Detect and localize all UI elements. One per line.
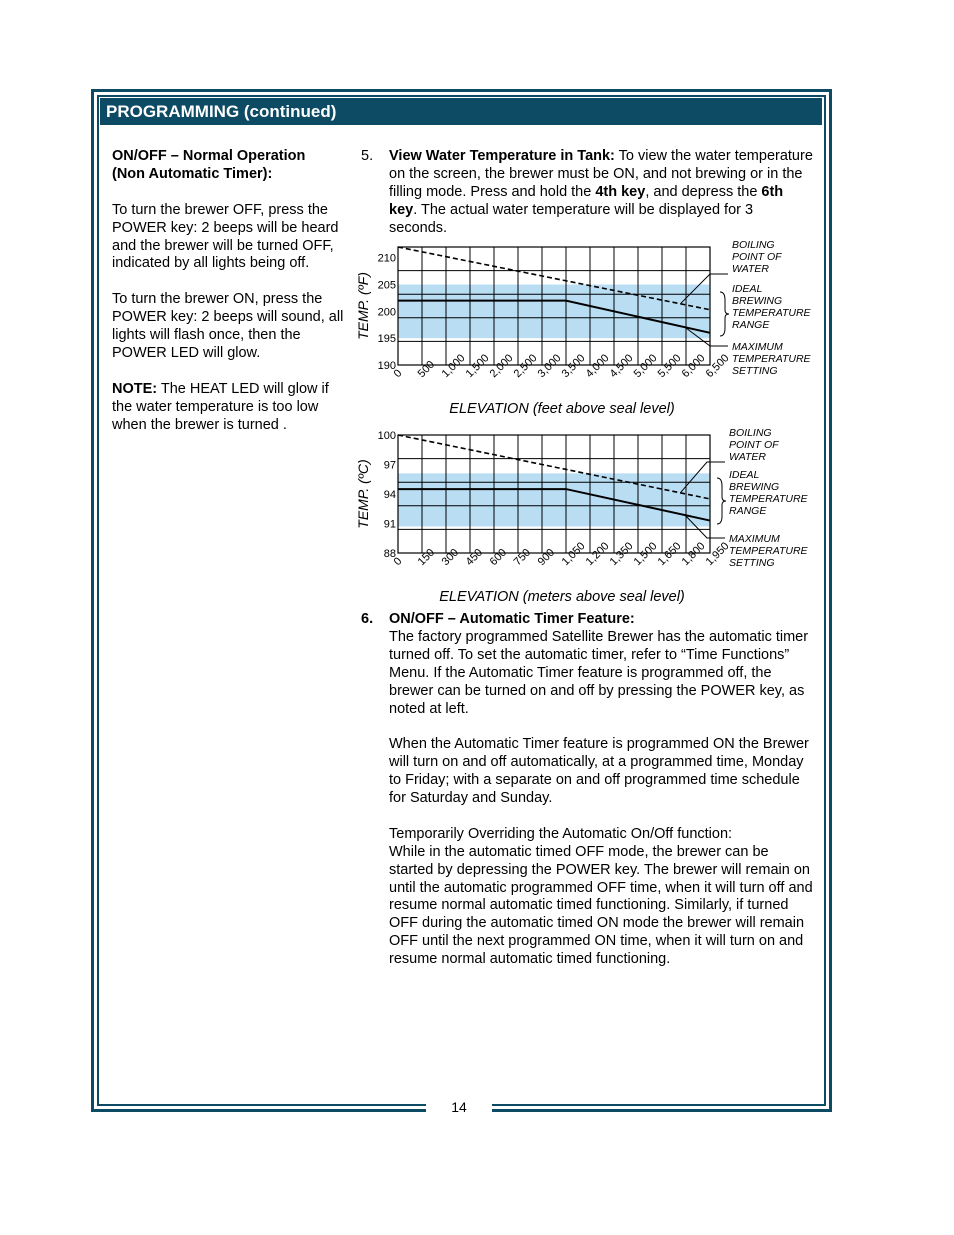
step-6-paragraph-1: The factory programmed Satellite Brewer has the automatic timer turned off. To set the automatic timer, refer to “Time Functions” Menu. If the Automatic Timer feature is programmed off, the brewer can be turned on and off by pressing the POWER key, as noted at left.	[389, 628, 809, 717]
x-tick-label: 6,500	[703, 352, 732, 381]
step-6-title: ON/OFF – Automatic Timer Feature:	[389, 611, 635, 627]
heading-line-2: (Non Automatic Timer):	[112, 165, 273, 182]
x-tick-label: 750	[511, 546, 534, 569]
x-tick-label: 900	[535, 546, 558, 569]
boiling-point-label: WATER	[729, 451, 766, 463]
y-tick-label: 200	[377, 306, 396, 319]
ideal-range-brace	[720, 292, 729, 336]
x-tick-label: 450	[463, 546, 486, 569]
step-5-text-3: . The actual water temperature will be displayed for 3 seconds.	[389, 201, 754, 236]
x-tick-label: 2,500	[511, 352, 540, 381]
ideal-range-label: RANGE	[729, 505, 767, 517]
step-6-number: 6.	[361, 611, 374, 627]
x-tick-label: 4,000	[583, 352, 612, 381]
ideal-range-label: BREWING	[732, 295, 783, 307]
x-tick-label: 1,800	[679, 540, 708, 569]
key-6-label: 6th key	[389, 183, 784, 218]
x-tick-label: 1,650	[655, 540, 684, 569]
x-tick-label: 0	[391, 367, 405, 381]
x-tick-label: 1,350	[607, 540, 636, 569]
x-tick-label: 5,500	[655, 352, 684, 381]
x-tick-label: 4,500	[607, 352, 636, 381]
boiling-point-label: POINT OF	[729, 439, 779, 451]
step-6	[361, 611, 813, 987]
x-tick-label: 500	[415, 358, 438, 381]
ideal-range-label: IDEAL	[729, 469, 760, 481]
max-temperature-label: SETTING	[732, 365, 778, 377]
boiling-point-label: BOILING	[729, 428, 772, 439]
ideal-range-label: RANGE	[732, 319, 770, 331]
x-tick-label: 2,000	[487, 352, 516, 381]
step-5	[361, 148, 813, 238]
note-label: NOTE:	[112, 380, 158, 397]
y-tick-label: 195	[377, 333, 396, 346]
step-5-title: View Water Temperature in Tank:	[389, 148, 615, 164]
x-tick-label: 150	[415, 546, 438, 569]
key-4-label: 4th key	[595, 183, 646, 200]
x-axis-label: ELEVATION (meters above seal level)	[439, 589, 685, 605]
turn-on-paragraph: To turn the brewer ON, press the POWER key: 2 beeps will sound, all lights will flash once, then the POWER LED will glow.	[112, 291, 344, 361]
max-temperature-label: MAXIMUM	[729, 533, 780, 545]
y-tick-label: 97	[383, 459, 396, 472]
page-number: 14	[451, 1099, 467, 1115]
max-temperature-label: MAXIMUM	[732, 341, 783, 353]
x-tick-label: 1,500	[631, 540, 660, 569]
y-tick-label: 94	[383, 489, 396, 501]
x-tick-label: 1,050	[559, 540, 588, 569]
y-tick-label: 210	[377, 252, 396, 265]
max-temperature-label: SETTING	[729, 557, 775, 569]
y-tick-label: 91	[383, 518, 396, 531]
ideal-range-band	[398, 285, 710, 339]
ideal-range-label: BREWING	[729, 481, 780, 493]
boiling-point-label: WATER	[732, 263, 769, 275]
max-temperature-label: TEMPERATURE	[732, 353, 811, 365]
ideal-range-label: TEMPERATURE	[729, 493, 808, 505]
step-6-paragraph-2: When the Automatic Timer feature is programmed ON the Brewer will turn on and off automatically, at a programmed time, Monday to Friday; with a separate on and off programmed time schedule for Saturday and Sunday.	[389, 736, 809, 807]
heading-line-1: ON/OFF – Normal Operation	[112, 148, 306, 164]
step-6-paragraph-3: While in the automatic timed OFF mode, the brewer can be started by depressing the POWER key. The brewer will remain on until the automatic programmed OFF time, when it will turn off and resume normal automatic timed functioning. Similarly, if turned OFF during the automatic timed ON mode the brewer will remain OFF until the next programmed ON time, when it will turn on and resume normal automatic timed functioning.	[389, 843, 813, 968]
x-tick-label: 1,950	[703, 540, 732, 569]
x-tick-label: 1,500	[463, 352, 492, 381]
x-tick-label: 600	[487, 546, 510, 569]
x-tick-label: 1,200	[583, 540, 612, 569]
step-5-number: 5.	[361, 148, 374, 164]
left-column	[112, 148, 344, 452]
x-tick-label: 6,000	[679, 352, 708, 381]
boiling-point-label: POINT OF	[732, 251, 782, 263]
note-text: The HEAT LED will glow if the water temperature is too low when the brewer is turned .	[112, 380, 329, 433]
ideal-range-brace	[717, 478, 726, 524]
max-temperature-label: TEMPERATURE	[729, 545, 808, 557]
x-tick-label: 3,000	[535, 352, 564, 381]
step-5-text-1: To view the water temperature on the screen, the brewer must be ON, and not brewing or in the filling mode. Press and hold the	[389, 148, 813, 200]
y-tick-label: 205	[377, 279, 396, 292]
x-tick-label: 5,000	[631, 352, 660, 381]
normal-operation-heading	[112, 148, 344, 184]
boiling-point-label: BOILING	[732, 240, 775, 251]
y-axis-label: TEMP. (ºC)	[355, 459, 371, 529]
x-tick-label: 0	[391, 555, 405, 569]
step-6-body	[389, 611, 813, 969]
section-title: PROGRAMMING (continued)	[106, 102, 337, 121]
ideal-range-label: TEMPERATURE	[732, 307, 811, 319]
step-5-text-2: , and depress the	[645, 183, 762, 200]
temperature-chart-celsius	[350, 428, 830, 608]
y-tick-label: 88	[383, 548, 396, 560]
temperature-chart-fahrenheit	[350, 240, 830, 420]
note-paragraph	[112, 381, 344, 435]
x-tick-label: 1,000	[439, 352, 468, 381]
ideal-range-band	[398, 473, 710, 526]
override-heading: Temporarily Overriding the Automatic On/Off function:	[389, 825, 733, 842]
y-axis-label: TEMP. (ºF)	[355, 272, 371, 340]
ideal-range-label: IDEAL	[732, 283, 763, 295]
step-5-body	[389, 148, 813, 238]
y-tick-label: 100	[377, 430, 396, 442]
x-axis-label: ELEVATION (feet above seal level)	[449, 401, 675, 417]
x-tick-label: 3,500	[559, 352, 588, 381]
y-tick-label: 190	[377, 360, 396, 372]
x-tick-label: 300	[439, 546, 462, 569]
turn-off-paragraph: To turn the brewer OFF, press the POWER key: 2 beeps will be heard and the brewer will be turned OFF, indicated by all lights being off.	[112, 201, 339, 272]
